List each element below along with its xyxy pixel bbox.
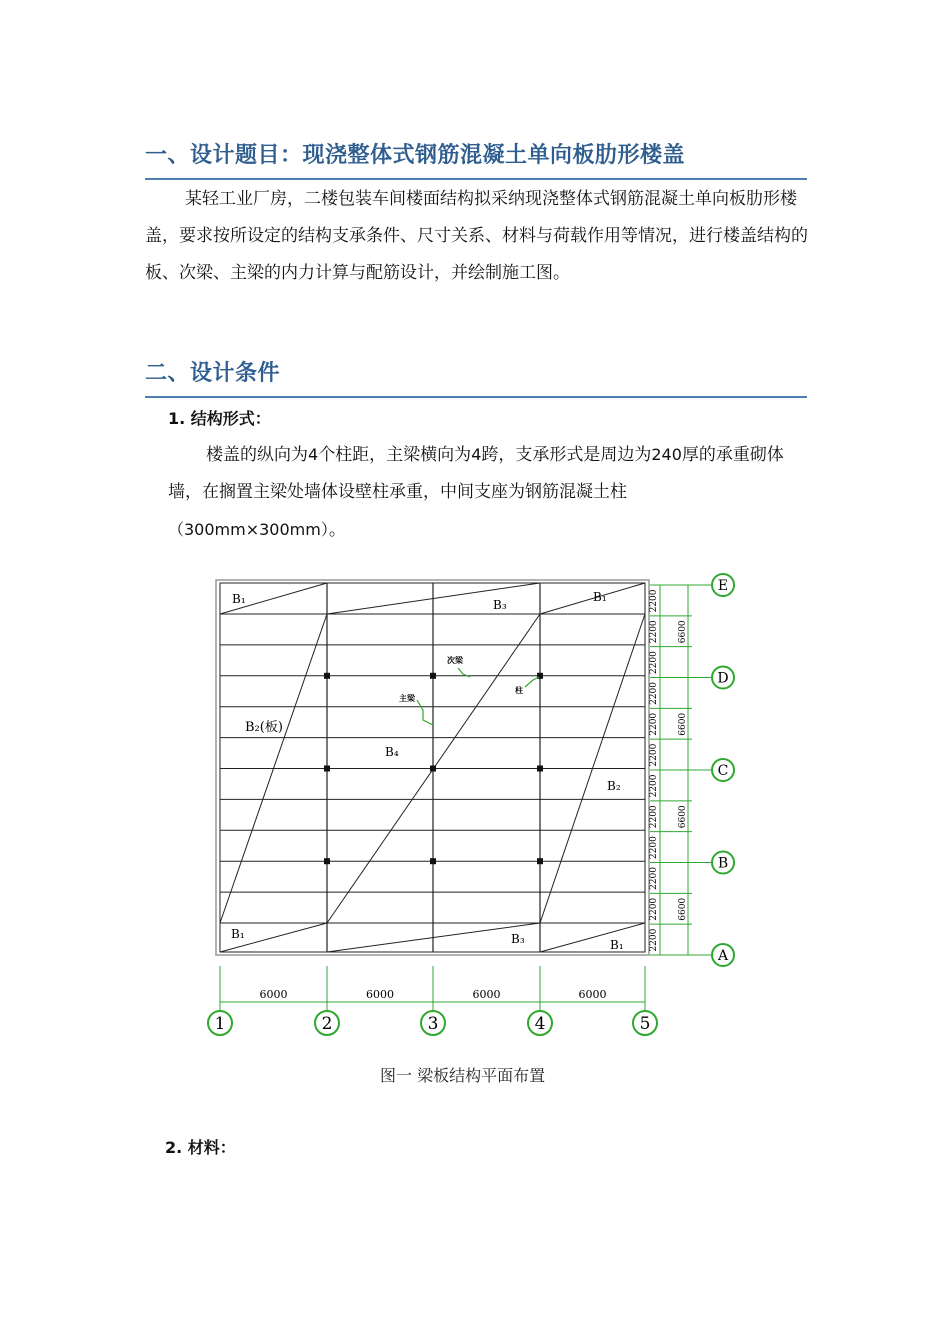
grid-letter-E: E: [717, 578, 729, 594]
column-marker: [324, 766, 330, 772]
label-b3-bottom: B₃: [511, 932, 525, 946]
grid-letter-C: C: [717, 763, 729, 779]
dim-label-bay: 6600: [678, 620, 688, 644]
figure-caption: 图一 梁板结构平面布置: [380, 1066, 546, 1085]
span-label: 6000: [259, 988, 288, 1001]
structure-text-c: 跨，支承形式是周边为: [481, 445, 652, 465]
dim-label-bay: 6600: [678, 712, 688, 736]
grid-letter-D: D: [717, 670, 729, 687]
dim-label-sub: 2200: [649, 651, 659, 675]
label-b2-right: B₂: [607, 779, 621, 793]
grid-number-4: 4: [534, 1014, 546, 1034]
grid-number-3: 3: [427, 1014, 439, 1034]
leader-column: [525, 677, 539, 687]
column-marker: [324, 858, 330, 864]
label-b2-left: B₂(板): [245, 720, 283, 735]
span-label: 6000: [578, 988, 607, 1001]
label-b1-bottom-left: B₁: [231, 927, 245, 941]
right-dimension-lines: [649, 574, 735, 966]
label-main-beam: 主梁: [399, 693, 415, 703]
dim-label-sub: 2200: [649, 897, 659, 921]
structure-text-a: 楼盖的纵向为: [206, 445, 308, 465]
span-label: 6000: [366, 988, 394, 1001]
grid-letter-A: A: [717, 948, 729, 964]
dim-label-sub: 2200: [649, 712, 659, 736]
dim-label-sub: 2200: [649, 774, 659, 798]
wall-thickness: 240: [651, 445, 682, 464]
dim-label-sub: 2200: [649, 805, 659, 829]
dim-label-sub: 2200: [649, 682, 659, 705]
grid-letter-B: B: [717, 855, 729, 872]
leader-main-beam: [417, 700, 433, 725]
main-beam-span-count: 4: [471, 445, 482, 464]
dim-label-bay: 6600: [678, 805, 688, 829]
grid-number-2: 2: [321, 1014, 333, 1034]
section-title-design-topic: 一、设计题目：现浇整体式钢筋混凝土单向板肋形楼盖: [145, 138, 807, 180]
intro-paragraph: 某轻工业厂房，二楼包装车间楼面结构拟采纳现浇整体式钢筋混凝土单向板肋形楼盖，要求按所设定的结构支承条件、尺寸关系、材料与荷载作用等情况，进行楼盖结构的板、次梁、主梁的内力计算与配筋设计，并绘制施工图。: [145, 189, 808, 283]
dim-label-sub: 2200: [649, 743, 659, 767]
subheading-materials: 2. 材料：: [165, 1138, 236, 1157]
column-marker: [430, 858, 436, 864]
dim-label-sub: 2200: [649, 589, 659, 613]
structure-text-end: 。: [328, 520, 346, 540]
structure-text-b: 个柱距，主梁横向为: [318, 445, 472, 465]
diag-b1-bottom-right: [540, 923, 645, 952]
structure-paragraph: [168, 436, 808, 549]
dim-label-bay: 6600: [678, 897, 688, 921]
column-marker: [430, 766, 436, 772]
column-marker: [324, 673, 330, 679]
label-b4: B₄: [385, 745, 399, 759]
label-b1-top-left: B₁: [232, 592, 246, 606]
label-column: 柱: [515, 685, 523, 695]
dim-label-sub: 2200: [649, 867, 659, 890]
grid-number-1: 1: [214, 1014, 226, 1034]
column-spacing-count: 4: [308, 445, 319, 464]
section-title-design-conditions: 二、设计条件: [145, 356, 807, 398]
label-b1-bottom-right: B₁: [610, 938, 624, 952]
column-marker: [537, 858, 543, 864]
dim-label-sub: 2200: [649, 928, 659, 952]
column-dimension: （300mm×300mm）: [168, 520, 329, 539]
column-marker: [430, 673, 436, 679]
bottom-dimension-lines: [208, 966, 657, 1035]
dim-label-sub: 2200: [649, 836, 659, 860]
dim-label-sub: 2200: [649, 620, 659, 644]
grid-number-5: 5: [639, 1014, 651, 1034]
label-secondary-beam: 次梁: [447, 655, 463, 665]
subheading-structure-form: 1. 结构形式：: [168, 409, 271, 428]
span-label: 6000: [472, 988, 501, 1001]
beam-slab-plan-figure: [195, 562, 729, 1047]
label-b1-top-right: B₁: [593, 590, 607, 604]
column-marker: [537, 766, 543, 772]
label-b3-top: B₃: [493, 598, 507, 612]
structure-text-d: 厚的承重砌体墙，在搁置主梁处墙体设壁柱承重，中间支座为钢筋混凝土柱: [168, 445, 784, 502]
